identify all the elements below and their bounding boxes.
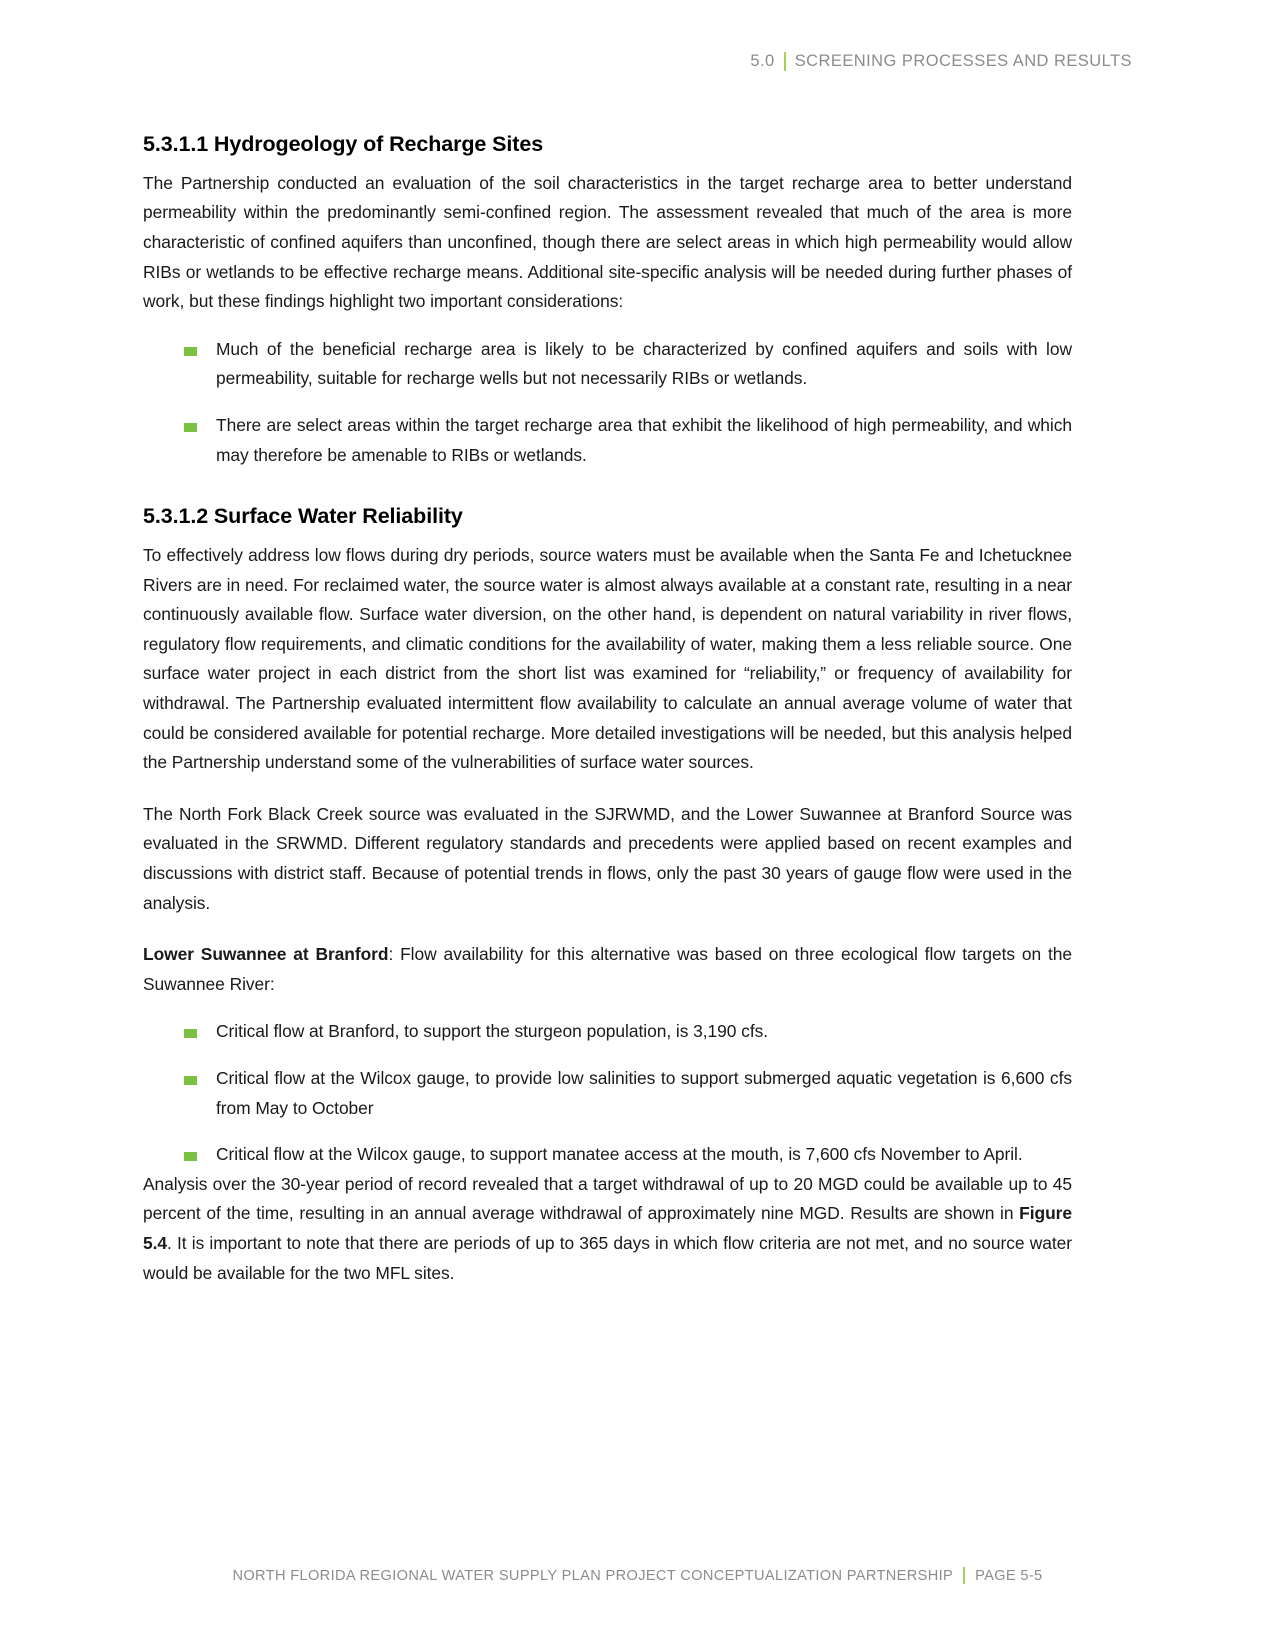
list-item-text: Critical flow at the Wilcox gauge, to support manatee access at the mouth, is 7,600 cfs November to April. — [216, 1144, 1023, 1165]
paragraph-source-evaluation: The North Fork Black Creek source was evaluated in the SJRWMD, and the Lower Suwannee at Branford Source was evaluated in the SRWMD. Different regulatory standards and precedents were applied based on recent examples and discussions with district staff. Because of potential trends in flows, only the past 30 years of gauge flow were used in the analysis. — [143, 803, 1072, 913]
list-item-text: Critical flow at the Wilcox gauge, to provide low salinities to support submerged aquatic vegetation is 6,600 cfs from May to October — [216, 1068, 1072, 1118]
running-header — [750, 52, 1132, 71]
header-section-title: SCREENING PROCESSES AND RESULTS — [794, 52, 1132, 70]
header-section-number: 5.0 — [750, 52, 775, 70]
square-bullet-icon — [184, 423, 197, 432]
heading-hydrogeology-of-recharge-sites: 5.3.1.1 Hydrogeology of Recharge Sites — [143, 132, 544, 156]
lead-in-label: Lower Suwannee at Branford — [143, 944, 389, 965]
bullet-list-hydrogeology — [143, 335, 1072, 470]
paragraph-surface-water-overview: To effectively address low flows during dry periods, source waters must be available when the Santa Fe and Ichetucknee Rivers are in need. For reclaimed water, the source water is almost always available at a constant rate, resulting in a near continuously available flow. Surface water diversion, on the other hand, is dependent on natural variability in river flows, regulatory flow requirements, and climatic conditions for the availability of water, making them a less reliable source. One surface water project in each district from the short list was examined for “reliability,” or frequency of availability for withdrawal. The Partnership evaluated intermittent flow availability to calculate an annual average volume of water that could be considered available for potential recharge. More detailed investigations will be needed, but this analysis helped the Partnership understand some of the vulnerabilities of surface water sources. — [143, 545, 1072, 773]
bullet-list-flow-targets — [143, 1017, 1072, 1169]
list-item — [143, 411, 1072, 470]
header-separator-rule — [784, 52, 786, 71]
footer-page-number: PAGE 5-5 — [975, 1567, 1043, 1584]
heading-surface-water-reliability: 5.3.1.2 Surface Water Reliability — [143, 504, 463, 529]
paragraph-lower-suwannee-intro — [143, 940, 1072, 999]
paragraph-analysis-results — [143, 1170, 1072, 1288]
square-bullet-icon — [184, 1152, 197, 1161]
list-item — [143, 1064, 1072, 1123]
footer-separator-rule — [963, 1567, 965, 1584]
list-item — [143, 335, 1072, 394]
list-item — [143, 1140, 1072, 1170]
lead-in-rest: : Flow availability for this alternative was based on three ecological flow targets on the Suwannee River: — [143, 944, 1073, 994]
document-body — [143, 131, 1072, 1288]
list-item — [143, 1017, 1072, 1047]
analysis-text-part-2: . It is important to note that there are periods of up to 365 days in which flow criteria are not met, and no source water would be available for the two MFL sites. — [143, 1232, 1072, 1283]
list-item-text: Critical flow at Branford, to support the sturgeon population, is 3,190 cfs. — [216, 1021, 769, 1042]
square-bullet-icon — [184, 1029, 197, 1038]
analysis-text-part-1: Analysis over the 30-year period of record revealed that a target withdrawal of up to 20 MGD could be available up to 45 percent of the time, resulting in an annual average withdrawal of approximately nine MGD. Results are shown in — [143, 1173, 1072, 1224]
square-bullet-icon — [184, 347, 197, 356]
list-item-text: Much of the beneficial recharge area is likely to be characterized by confined aquifers and soils with low permeability, suitable for recharge wells but not necessarily RIBs or wetlands. — [216, 338, 1072, 389]
list-item-text: There are select areas within the target recharge area that exhibit the likelihood of high permeability, and which may therefore be amenable to RIBs or wetlands. — [216, 415, 1072, 465]
running-footer — [0, 1567, 1275, 1584]
figure-reference: Figure 5.4 — [143, 1203, 1072, 1253]
paragraph-hydrogeology-intro: The Partnership conducted an evaluation of the soil characteristics in the target recharge area to better understand permeability within the predominantly semi-confined region. The assessment revealed that much of the area is more characteristic of confined aquifers than unconfined, though there are select areas in which high permeability would allow RIBs or wetlands to be effective recharge means. Additional site-specific analysis will be needed during further phases of work, but these findings highlight two important considerations: — [143, 172, 1072, 312]
square-bullet-icon — [184, 1076, 197, 1085]
footer-organization: NORTH FLORIDA REGIONAL WATER SUPPLY PLAN PROJECT CONCEPTUALIZATION PARTNERSHIP — [232, 1567, 954, 1584]
